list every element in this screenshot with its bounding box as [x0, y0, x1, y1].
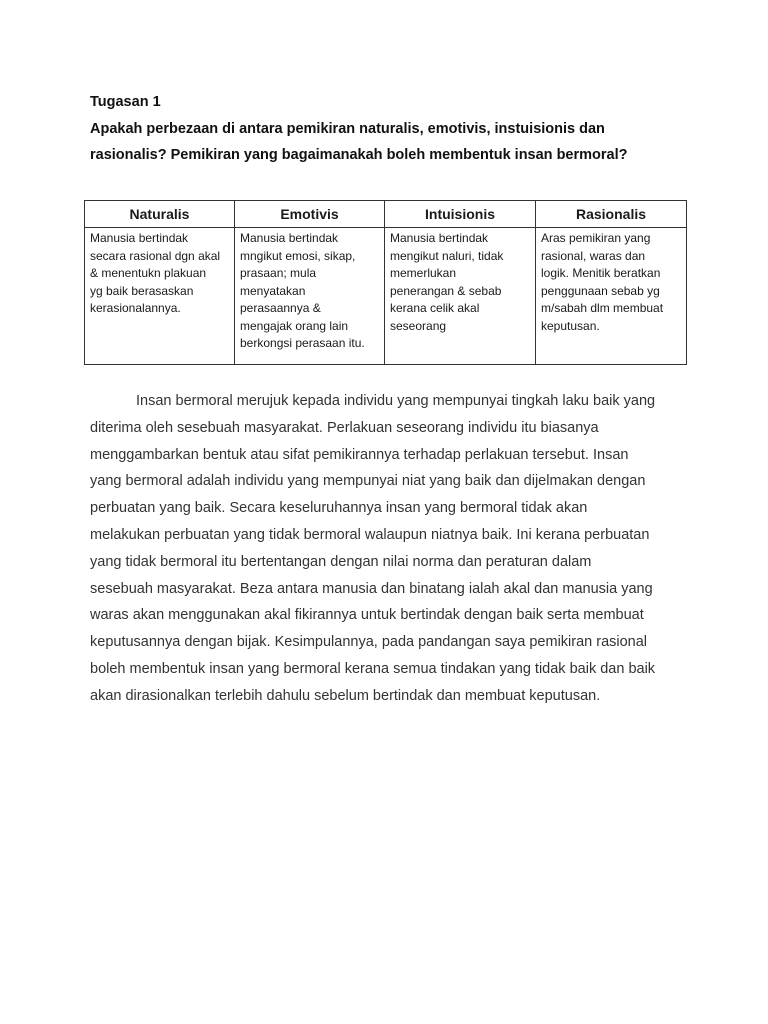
paragraph-line: waras akan menggunakan akal fikirannya untuk bertindak dengan baik serta membuat — [90, 607, 644, 624]
cell-line: logik. Menitik beratkan — [541, 266, 661, 280]
cell-line: prasaan; mula — [240, 266, 317, 280]
cell-line: & menentukn plakuan — [90, 266, 207, 280]
cell-line: memerlukan — [390, 266, 457, 280]
cell-line: perasaannya & — [240, 301, 321, 315]
cell-rasionalis — [536, 228, 687, 365]
cell-line: kerana celik akal — [390, 301, 480, 315]
header-naturalis: Naturalis — [85, 201, 235, 228]
cell-line: mengajak orang lain — [240, 318, 349, 333]
table-row — [85, 228, 687, 365]
cell-line: penerangan & sebab — [390, 283, 502, 298]
header-rasionalis: Rasionalis — [536, 201, 687, 228]
paragraph-line: yang tidak bermoral itu bertentangan dengan nilai norma dan peraturan dalam — [90, 553, 592, 570]
header-emotivis: Emotivis — [235, 201, 385, 228]
cell-line: Manusia bertindak — [390, 231, 489, 245]
document-title: Tugasan 1 — [90, 94, 161, 110]
cell-line: mngikut emosi, sikap, — [240, 248, 356, 263]
question-line: rasionalis? Pemikiran yang bagaimanakah boleh membentuk insan bermoral? — [90, 147, 628, 163]
cell-intuisionis — [385, 228, 536, 365]
cell-naturalis — [85, 228, 235, 365]
cell-line: keputusan. — [541, 318, 600, 333]
paragraph-line: perbuatan yang baik. Secara keseluruhannya insan yang bermoral tidak akan — [90, 500, 588, 517]
paragraph-line: yang bermoral adalah individu yang mempunyai niat yang baik dan dijelmakan dengan — [90, 473, 646, 490]
body-paragraph — [90, 388, 688, 710]
paragraph-line: melakukan perbuatan yang tidak bermoral walaupun niatnya baik. Ini kerana perbuatan — [90, 526, 650, 543]
header-intuisionis: Intuisionis — [385, 201, 536, 228]
table-header-row — [85, 201, 687, 228]
paragraph-line: Insan bermoral merujuk kepada individu yang mempunyai tingkah laku baik yang — [136, 393, 656, 409]
cell-line: kerasionalannya. — [90, 301, 181, 315]
paragraph-line: sesebuah masyarakat. Beza antara manusia dan binatang ialah akal dan manusia yang — [90, 580, 653, 597]
paragraph-line: akan dirasionalkan terlebih dahulu sebelum bertindak dan membuat keputusan. — [90, 687, 601, 704]
cell-line: yg baik berasaskan — [90, 283, 194, 298]
cell-line: penggunaan sebab yg — [541, 283, 660, 298]
cell-line: Aras pemikiran yang — [541, 231, 651, 245]
cell-emotivis — [235, 228, 385, 365]
cell-line: Manusia bertindak — [240, 231, 339, 245]
cell-line: Manusia bertindak — [90, 231, 189, 245]
cell-line: rasional, waras dan — [541, 248, 646, 263]
cell-line: menyatakan — [240, 283, 306, 298]
paragraph-line: boleh membentuk insan yang bermoral kerana semua tindakan yang tidak baik dan baik — [90, 660, 656, 677]
cell-line: mengikut naluri, tidak — [390, 248, 504, 263]
paragraph-line: diterima oleh sesebuah masyarakat. Perlakuan seseorang individu itu biasanya — [90, 419, 599, 436]
paragraph-line: keputusannya dengan bijak. Kesimpulannya, pada pandangan saya pemikiran rasional — [90, 634, 648, 651]
question-line: Apakah perbezaan di antara pemikiran naturalis, emotivis, instuisionis dan — [90, 121, 605, 137]
cell-line: seseorang — [390, 318, 447, 333]
cell-line: m/sabah dlm membuat — [541, 301, 664, 315]
cell-line: berkongsi perasaan itu. — [240, 336, 365, 350]
paragraph-line: menggambarkan bentuk atau sifat pemikirannya terhadap perlakuan tersebut. Insan — [90, 446, 629, 463]
cell-line: secara rasional dgn akal — [90, 248, 221, 263]
question-text — [90, 116, 690, 168]
comparison-table — [84, 200, 687, 365]
